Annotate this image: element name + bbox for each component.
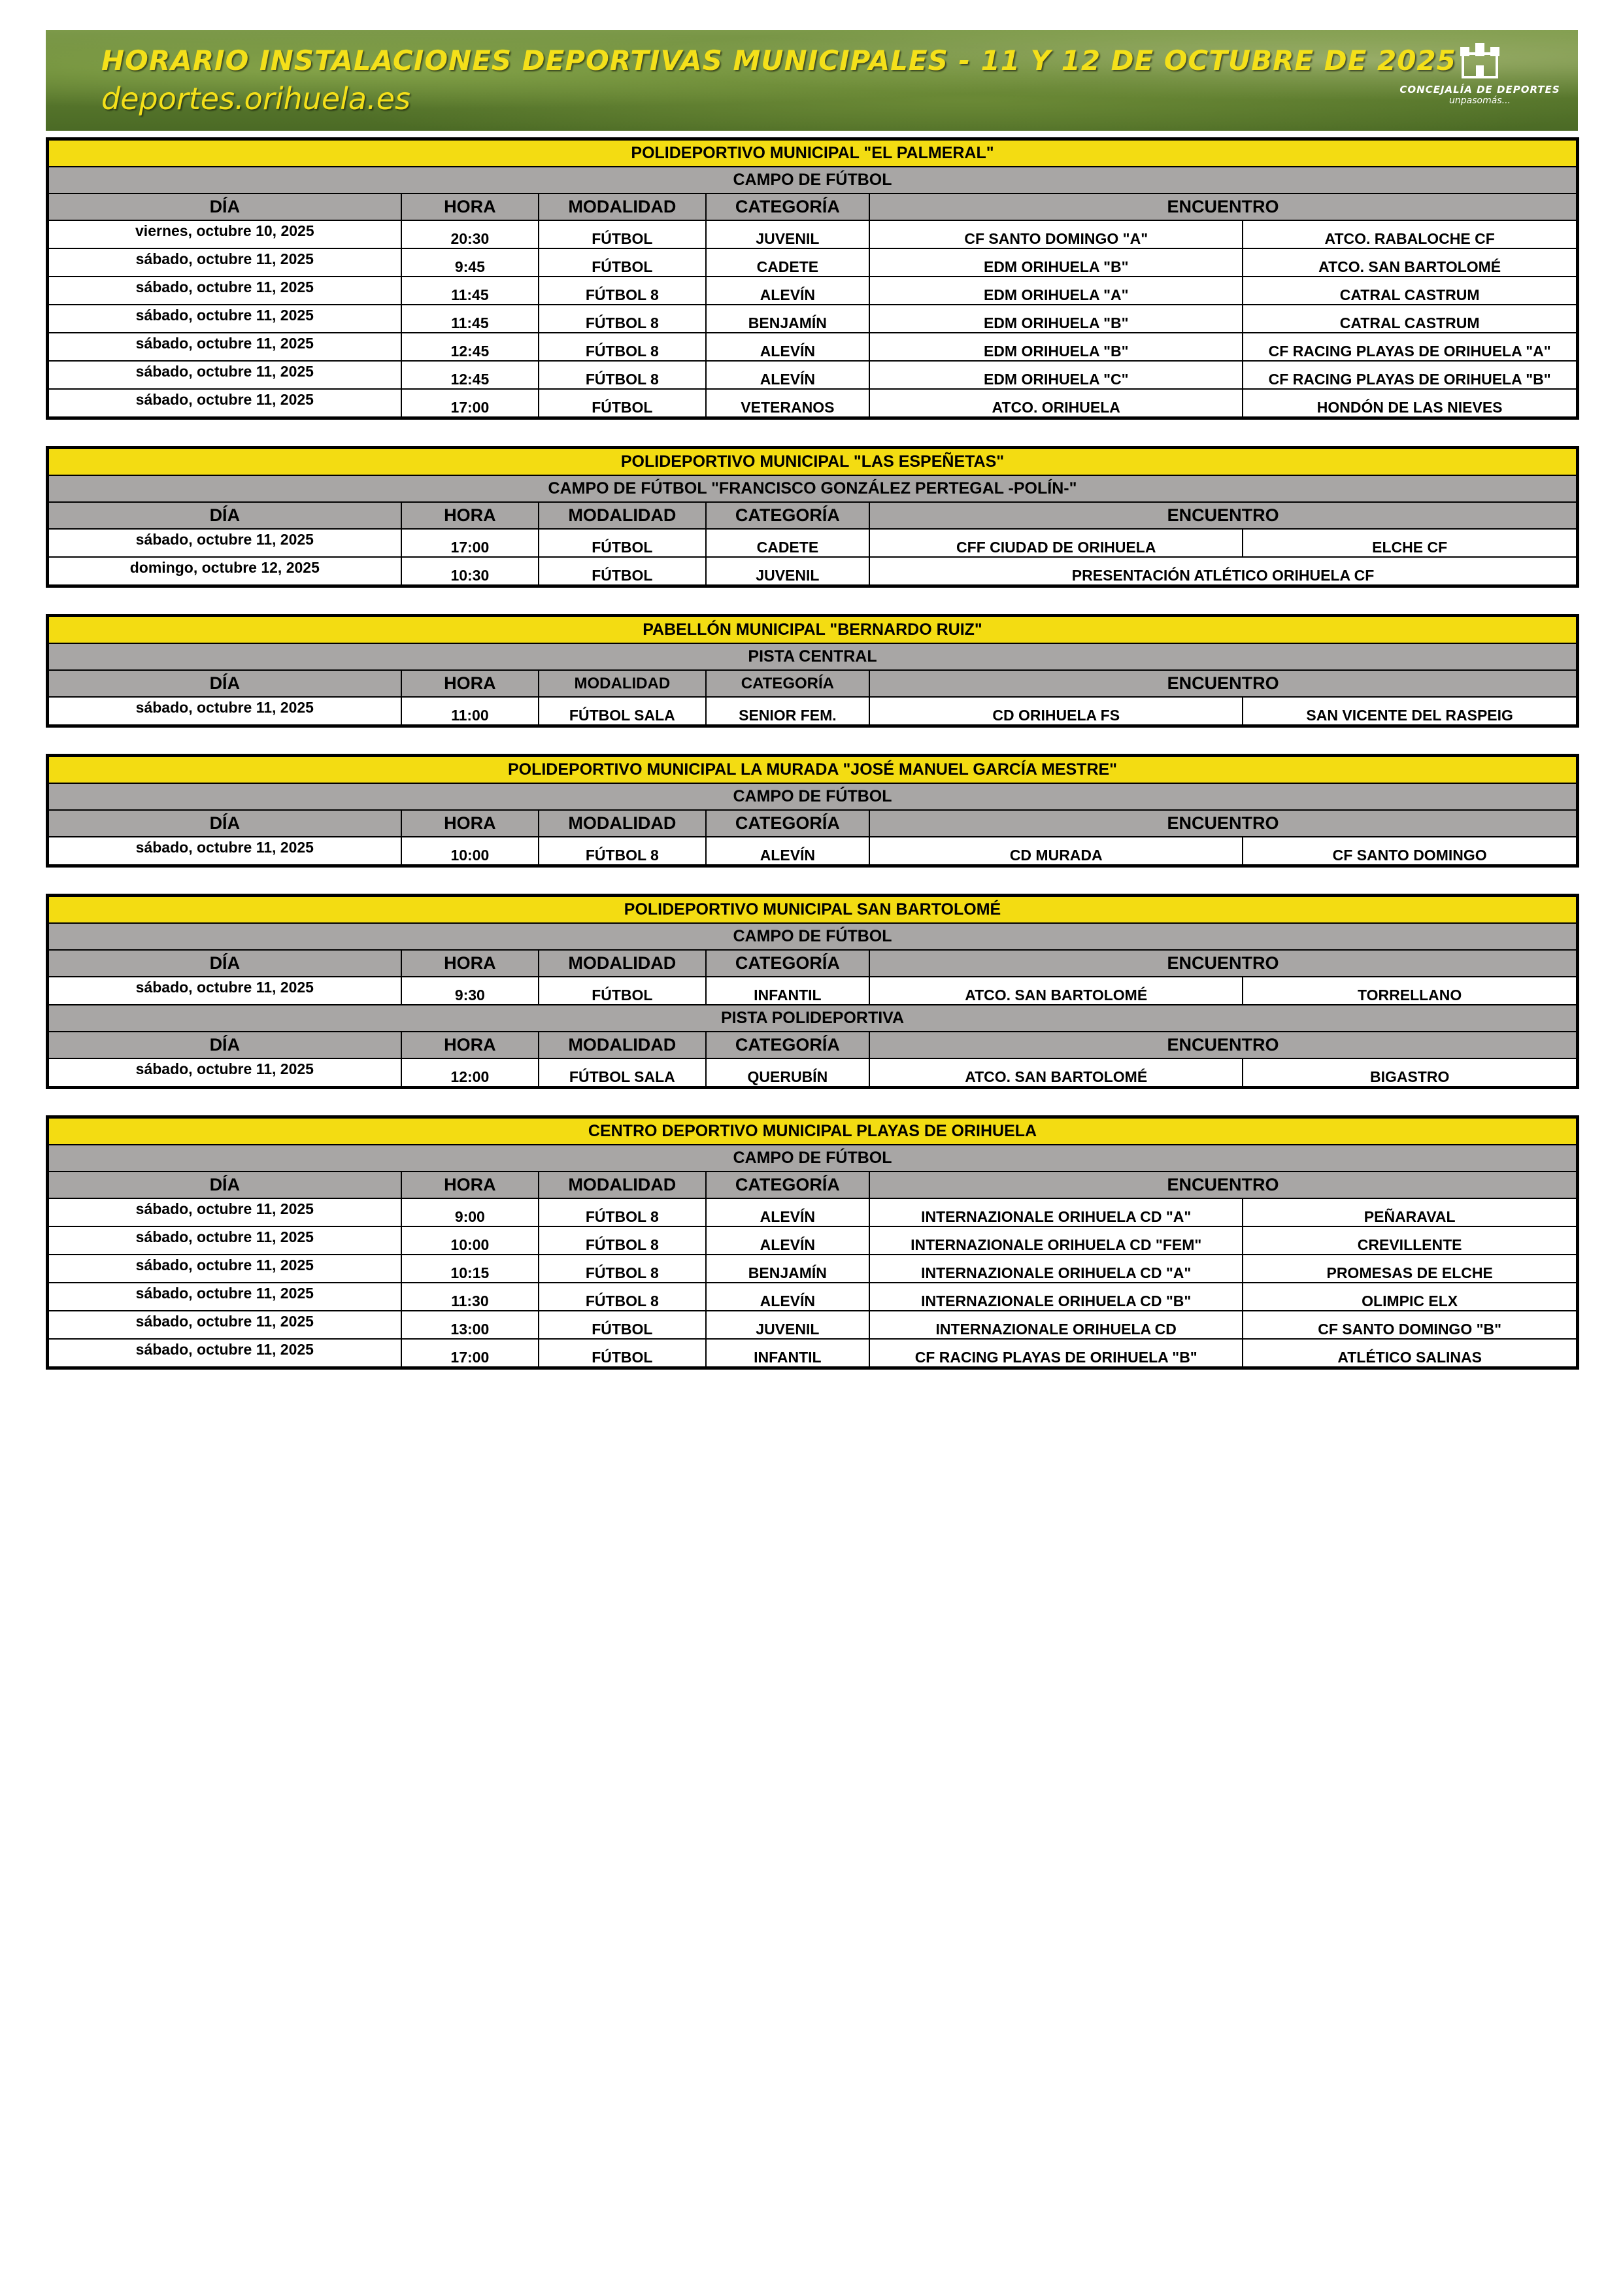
- cell-day: sábado, octubre 11, 2025: [48, 1226, 401, 1255]
- logo-text: CONCEJALÍA DE DEPORTES: [1399, 84, 1560, 95]
- cell-away-team: CATRAL CASTRUM: [1243, 305, 1577, 333]
- logo-subtext: unpasomás...: [1449, 95, 1511, 106]
- cell-modality: FÚTBOL SALA: [539, 697, 706, 726]
- cell-category: BENJAMÍN: [706, 1255, 870, 1283]
- col-header-category: CATEGORÍA: [706, 194, 870, 220]
- cell-home-team: EDM ORIHUELA "C": [869, 361, 1243, 389]
- cell-away-team: ATCO. RABALOCHE CF: [1243, 220, 1577, 248]
- field-title: CAMPO DE FÚTBOL: [48, 167, 1578, 194]
- cell-away-team: PEÑARAVAL: [1243, 1198, 1577, 1226]
- cell-time: 12:45: [401, 333, 539, 361]
- field-title: CAMPO DE FÚTBOL: [48, 923, 1578, 950]
- field-title-row: [48, 1005, 1578, 1032]
- col-header-day: DÍA: [48, 810, 401, 837]
- cell-modality: FÚTBOL 8: [539, 1226, 706, 1255]
- cell-away-team: CATRAL CASTRUM: [1243, 277, 1577, 305]
- venue-title-row: [48, 448, 1578, 476]
- cell-day: sábado, octubre 11, 2025: [48, 361, 401, 389]
- cell-modality: FÚTBOL 8: [539, 305, 706, 333]
- venue-title: POLIDEPORTIVO MUNICIPAL SAN BARTOLOMÉ: [48, 896, 1578, 924]
- concejalia-logo: [1395, 39, 1565, 124]
- venue-section: [46, 1115, 1579, 1370]
- cell-time: 10:00: [401, 837, 539, 866]
- cell-away-team: ATLÉTICO SALINAS: [1243, 1339, 1577, 1368]
- table-row: [48, 1255, 1578, 1283]
- cell-home-team: EDM ORIHUELA "B": [869, 248, 1243, 277]
- venue-title-row: [48, 616, 1578, 644]
- cell-modality: FÚTBOL 8: [539, 1198, 706, 1226]
- field-title: CAMPO DE FÚTBOL "FRANCISCO GONZÁLEZ PERTEGAL -POLÍN-": [48, 475, 1578, 502]
- cell-home-team: ATCO. SAN BARTOLOMÉ: [869, 977, 1243, 1005]
- cell-modality: FÚTBOL: [539, 389, 706, 418]
- cell-day: domingo, octubre 12, 2025: [48, 557, 401, 586]
- field-title-row: [48, 1145, 1578, 1172]
- venue-section: [46, 894, 1579, 1089]
- cell-category: BENJAMÍN: [706, 305, 870, 333]
- col-header-time: HORA: [401, 502, 539, 529]
- cell-away-team: ATCO. SAN BARTOLOMÉ: [1243, 248, 1577, 277]
- venue-section: [46, 446, 1579, 588]
- col-header-modality: MODALIDAD: [539, 810, 706, 837]
- cell-day: sábado, octubre 11, 2025: [48, 1311, 401, 1339]
- schedule-table: [46, 614, 1579, 728]
- cell-time: 17:00: [401, 1339, 539, 1368]
- cell-category: CADETE: [706, 529, 870, 557]
- cell-away-team: CF RACING PLAYAS DE ORIHUELA "B": [1243, 361, 1577, 389]
- cell-away-team: SAN VICENTE DEL RASPEIG: [1243, 697, 1577, 726]
- cell-home-team: INTERNAZIONALE ORIHUELA CD "B": [869, 1283, 1243, 1311]
- cell-away-team: CREVILLENTE: [1243, 1226, 1577, 1255]
- table-row: [48, 1058, 1578, 1088]
- col-header-day: DÍA: [48, 950, 401, 977]
- table-row: [48, 557, 1578, 586]
- col-header-match: ENCUENTRO: [869, 810, 1577, 837]
- venue-title-row: [48, 139, 1578, 167]
- col-header-match: ENCUENTRO: [869, 502, 1577, 529]
- col-header-day: DÍA: [48, 1172, 401, 1198]
- venue-section: [46, 614, 1579, 728]
- cell-home-team: EDM ORIHUELA "B": [869, 333, 1243, 361]
- table-row: [48, 697, 1578, 726]
- cell-day: sábado, octubre 11, 2025: [48, 277, 401, 305]
- table-row: [48, 361, 1578, 389]
- venue-title: POLIDEPORTIVO MUNICIPAL "EL PALMERAL": [48, 139, 1578, 167]
- field-title: PISTA CENTRAL: [48, 643, 1578, 670]
- venue-title-row: [48, 896, 1578, 924]
- col-header-day: DÍA: [48, 670, 401, 697]
- venue-title: POLIDEPORTIVO MUNICIPAL "LAS ESPEÑETAS": [48, 448, 1578, 476]
- column-header-row: [48, 502, 1578, 529]
- cell-category: CADETE: [706, 248, 870, 277]
- cell-away-team: CF SANTO DOMINGO "B": [1243, 1311, 1577, 1339]
- table-row: [48, 333, 1578, 361]
- cell-day: sábado, octubre 11, 2025: [48, 305, 401, 333]
- cell-modality: FÚTBOL: [539, 1339, 706, 1368]
- table-row: [48, 389, 1578, 418]
- col-header-time: HORA: [401, 194, 539, 220]
- col-header-time: HORA: [401, 670, 539, 697]
- cell-home-team: INTERNAZIONALE ORIHUELA CD: [869, 1311, 1243, 1339]
- col-header-modality: MODALIDAD: [539, 1032, 706, 1058]
- field-title-row: [48, 475, 1578, 502]
- field-title-row: [48, 923, 1578, 950]
- column-header-row: [48, 194, 1578, 220]
- cell-home-team: CD ORIHUELA FS: [869, 697, 1243, 726]
- cell-away-team: CF RACING PLAYAS DE ORIHUELA "A": [1243, 333, 1577, 361]
- cell-time: 12:45: [401, 361, 539, 389]
- col-header-time: HORA: [401, 1172, 539, 1198]
- table-row: [48, 1339, 1578, 1368]
- schedule-table: [46, 137, 1579, 420]
- field-title-row: [48, 167, 1578, 194]
- cell-day: sábado, octubre 11, 2025: [48, 697, 401, 726]
- col-header-category: CATEGORÍA: [706, 670, 870, 697]
- col-header-match: ENCUENTRO: [869, 194, 1577, 220]
- schedule-sections: [46, 137, 1579, 1396]
- cell-away-team: HONDÓN DE LAS NIEVES: [1243, 389, 1577, 418]
- cell-home-team: EDM ORIHUELA "B": [869, 305, 1243, 333]
- cell-time: 11:30: [401, 1283, 539, 1311]
- cell-category: ALEVÍN: [706, 361, 870, 389]
- cell-day: sábado, octubre 11, 2025: [48, 1255, 401, 1283]
- venue-title-row: [48, 756, 1578, 784]
- cell-category: ALEVÍN: [706, 1283, 870, 1311]
- cell-day: sábado, octubre 11, 2025: [48, 1198, 401, 1226]
- cell-category: ALEVÍN: [706, 1198, 870, 1226]
- cell-category: INFANTIL: [706, 1339, 870, 1368]
- cell-modality: FÚTBOL: [539, 529, 706, 557]
- cell-match-full: PRESENTACIÓN ATLÉTICO ORIHUELA CF: [869, 557, 1577, 586]
- col-header-match: ENCUENTRO: [869, 950, 1577, 977]
- cell-time: 13:00: [401, 1311, 539, 1339]
- cell-category: VETERANOS: [706, 389, 870, 418]
- table-row: [48, 305, 1578, 333]
- cell-home-team: INTERNAZIONALE ORIHUELA CD "FEM": [869, 1226, 1243, 1255]
- col-header-modality: MODALIDAD: [539, 950, 706, 977]
- cell-time: 20:30: [401, 220, 539, 248]
- col-header-category: CATEGORÍA: [706, 502, 870, 529]
- website-link[interactable]: deportes.orihuela.es: [101, 81, 410, 116]
- cell-category: ALEVÍN: [706, 333, 870, 361]
- cell-modality: FÚTBOL 8: [539, 1283, 706, 1311]
- field-title-row: [48, 783, 1578, 810]
- col-header-modality: MODALIDAD: [539, 194, 706, 220]
- cell-category: JUVENIL: [706, 1311, 870, 1339]
- schedule-table: [46, 894, 1579, 1089]
- cell-category: ALEVÍN: [706, 837, 870, 866]
- cell-away-team: ELCHE CF: [1243, 529, 1577, 557]
- cell-modality: FÚTBOL 8: [539, 333, 706, 361]
- field-title: CAMPO DE FÚTBOL: [48, 1145, 1578, 1172]
- col-header-category: CATEGORÍA: [706, 810, 870, 837]
- field-title: PISTA POLIDEPORTIVA: [48, 1005, 1578, 1032]
- header-banner: [46, 30, 1578, 131]
- cell-time: 9:00: [401, 1198, 539, 1226]
- venue-title: POLIDEPORTIVO MUNICIPAL LA MURADA "JOSÉ MANUEL GARCÍA MESTRE": [48, 756, 1578, 784]
- castle-icon: [1454, 39, 1506, 80]
- col-header-category: CATEGORÍA: [706, 1032, 870, 1058]
- cell-day: sábado, octubre 11, 2025: [48, 977, 401, 1005]
- cell-day: sábado, octubre 11, 2025: [48, 529, 401, 557]
- cell-day: sábado, octubre 11, 2025: [48, 1283, 401, 1311]
- cell-away-team: PROMESAS DE ELCHE: [1243, 1255, 1577, 1283]
- cell-time: 9:30: [401, 977, 539, 1005]
- venue-title: PABELLÓN MUNICIPAL "BERNARDO RUIZ": [48, 616, 1578, 644]
- cell-category: ALEVÍN: [706, 277, 870, 305]
- cell-modality: FÚTBOL 8: [539, 837, 706, 866]
- cell-modality: FÚTBOL: [539, 220, 706, 248]
- schedule-table: [46, 754, 1579, 868]
- column-header-row: [48, 950, 1578, 977]
- page-title: HORARIO INSTALACIONES DEPORTIVAS MUNICIPALES - 11 Y 12 DE OCTUBRE DE 2025: [101, 44, 1456, 76]
- cell-modality: FÚTBOL: [539, 977, 706, 1005]
- column-header-row: [48, 1172, 1578, 1198]
- cell-category: JUVENIL: [706, 220, 870, 248]
- cell-category: JUVENIL: [706, 557, 870, 586]
- venue-section: [46, 754, 1579, 868]
- col-header-day: DÍA: [48, 1032, 401, 1058]
- cell-time: 12:00: [401, 1058, 539, 1088]
- col-header-day: DÍA: [48, 194, 401, 220]
- field-title: CAMPO DE FÚTBOL: [48, 783, 1578, 810]
- column-header-row: [48, 670, 1578, 697]
- table-row: [48, 1311, 1578, 1339]
- cell-home-team: CFF CIUDAD DE ORIHUELA: [869, 529, 1243, 557]
- cell-away-team: TORRELLANO: [1243, 977, 1577, 1005]
- cell-modality: FÚTBOL: [539, 248, 706, 277]
- cell-home-team: CF SANTO DOMINGO "A": [869, 220, 1243, 248]
- cell-category: QUERUBÍN: [706, 1058, 870, 1088]
- cell-modality: FÚTBOL: [539, 557, 706, 586]
- col-header-modality: MODALIDAD: [539, 502, 706, 529]
- cell-day: sábado, octubre 11, 2025: [48, 333, 401, 361]
- cell-day: sábado, octubre 11, 2025: [48, 248, 401, 277]
- venue-title: CENTRO DEPORTIVO MUNICIPAL PLAYAS DE ORIHUELA: [48, 1117, 1578, 1145]
- cell-home-team: CF RACING PLAYAS DE ORIHUELA "B": [869, 1339, 1243, 1368]
- cell-modality: FÚTBOL 8: [539, 1255, 706, 1283]
- schedule-table: [46, 446, 1579, 588]
- col-header-match: ENCUENTRO: [869, 670, 1577, 697]
- col-header-match: ENCUENTRO: [869, 1172, 1577, 1198]
- col-header-time: HORA: [401, 1032, 539, 1058]
- col-header-category: CATEGORÍA: [706, 1172, 870, 1198]
- col-header-day: DÍA: [48, 502, 401, 529]
- cell-home-team: INTERNAZIONALE ORIHUELA CD "A": [869, 1255, 1243, 1283]
- table-row: [48, 220, 1578, 248]
- cell-away-team: BIGASTRO: [1243, 1058, 1577, 1088]
- cell-category: INFANTIL: [706, 977, 870, 1005]
- cell-time: 11:45: [401, 277, 539, 305]
- table-row: [48, 977, 1578, 1005]
- cell-modality: FÚTBOL 8: [539, 277, 706, 305]
- cell-modality: FÚTBOL SALA: [539, 1058, 706, 1088]
- col-header-modality: MODALIDAD: [539, 1172, 706, 1198]
- cell-day: sábado, octubre 11, 2025: [48, 1339, 401, 1368]
- col-header-time: HORA: [401, 810, 539, 837]
- cell-time: 11:00: [401, 697, 539, 726]
- table-row: [48, 277, 1578, 305]
- column-header-row: [48, 810, 1578, 837]
- cell-modality: FÚTBOL: [539, 1311, 706, 1339]
- table-row: [48, 837, 1578, 866]
- field-title-row: [48, 643, 1578, 670]
- cell-home-team: ATCO. ORIHUELA: [869, 389, 1243, 418]
- cell-time: 11:45: [401, 305, 539, 333]
- cell-time: 17:00: [401, 389, 539, 418]
- cell-time: 10:00: [401, 1226, 539, 1255]
- table-row: [48, 529, 1578, 557]
- column-header-row: [48, 1032, 1578, 1058]
- cell-category: SENIOR FEM.: [706, 697, 870, 726]
- table-row: [48, 1198, 1578, 1226]
- venue-section: [46, 137, 1579, 420]
- table-row: [48, 248, 1578, 277]
- cell-away-team: OLIMPIC ELX: [1243, 1283, 1577, 1311]
- cell-day: sábado, octubre 11, 2025: [48, 837, 401, 866]
- cell-home-team: CD MURADA: [869, 837, 1243, 866]
- cell-home-team: ATCO. SAN BARTOLOMÉ: [869, 1058, 1243, 1088]
- col-header-modality: MODALIDAD: [539, 670, 706, 697]
- cell-time: 17:00: [401, 529, 539, 557]
- cell-day: sábado, octubre 11, 2025: [48, 1058, 401, 1088]
- col-header-match: ENCUENTRO: [869, 1032, 1577, 1058]
- schedule-table: [46, 1115, 1579, 1370]
- cell-category: ALEVÍN: [706, 1226, 870, 1255]
- table-row: [48, 1226, 1578, 1255]
- col-header-time: HORA: [401, 950, 539, 977]
- cell-day: sábado, octubre 11, 2025: [48, 389, 401, 418]
- col-header-category: CATEGORÍA: [706, 950, 870, 977]
- cell-modality: FÚTBOL 8: [539, 361, 706, 389]
- cell-away-team: CF SANTO DOMINGO: [1243, 837, 1577, 866]
- cell-home-team: EDM ORIHUELA "A": [869, 277, 1243, 305]
- cell-day: viernes, octubre 10, 2025: [48, 220, 401, 248]
- cell-time: 10:30: [401, 557, 539, 586]
- venue-title-row: [48, 1117, 1578, 1145]
- cell-time: 10:15: [401, 1255, 539, 1283]
- cell-home-team: INTERNAZIONALE ORIHUELA CD "A": [869, 1198, 1243, 1226]
- table-row: [48, 1283, 1578, 1311]
- cell-time: 9:45: [401, 248, 539, 277]
